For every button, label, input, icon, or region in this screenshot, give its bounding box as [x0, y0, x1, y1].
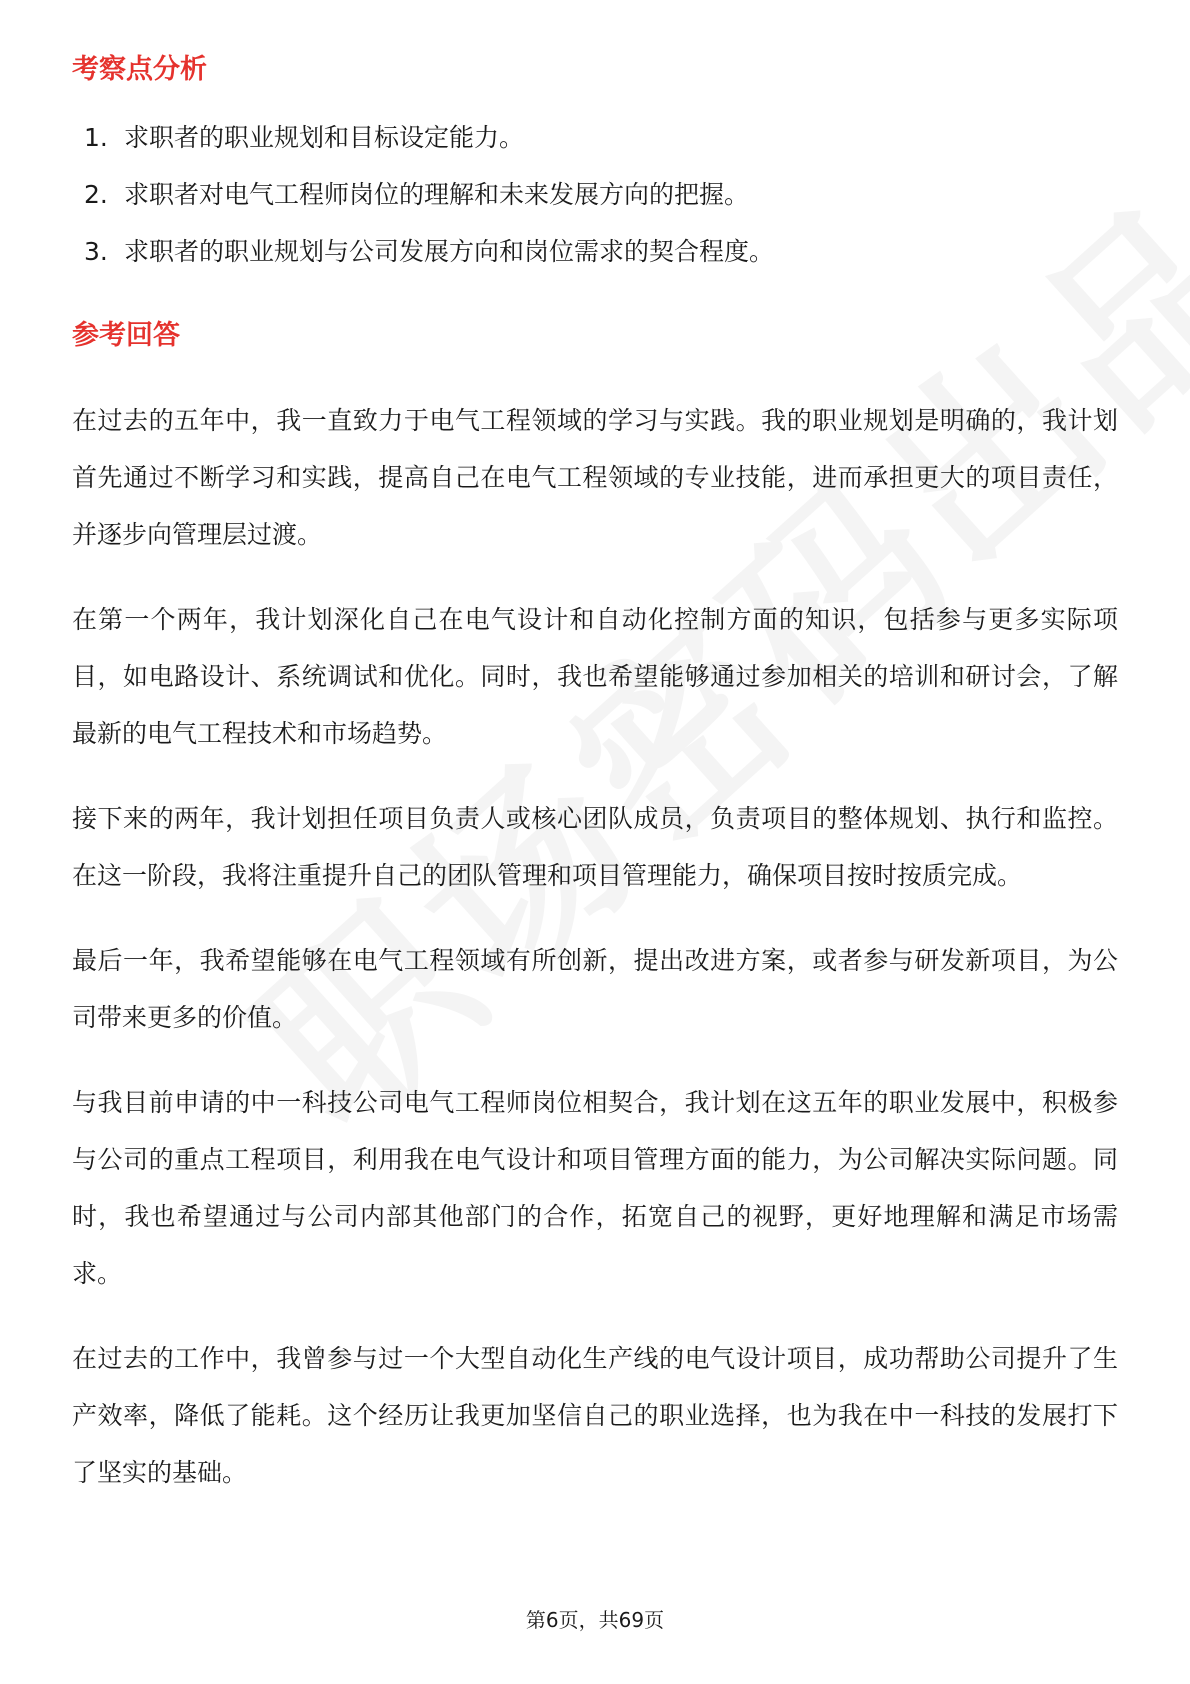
list-item-text: 求职者的职业规划与公司发展方向和岗位需求的契合程度。 — [124, 237, 775, 266]
answer-body — [72, 392, 1118, 1529]
list-item — [72, 234, 1122, 291]
answer-paragraph: 接下来的两年，我计划担任项目负责人或核心团队成员，负责项目的整体规划、执行和监控。在这一阶段，我将注重提升自己的团队管理和项目管理能力，确保项目按时按质完成。 — [72, 804, 1118, 890]
analysis-points-list — [72, 120, 1122, 291]
list-item-text: 求职者的职业规划和目标设定能力。 — [124, 123, 525, 152]
answer-paragraph: 在过去的五年中，我一直致力于电气工程领域的学习与实践。我的职业规划是明确的，我计划首先通过不断学习和实践，提高自己在电气工程领域的专业技能，进而承担更大的项目责任，并逐步向管理层过渡。 — [72, 406, 1118, 549]
answer-paragraph: 在第一个两年，我计划深化自己在电气设计和自动化控制方面的知识，包括参与更多实际项目，如电路设计、系统调试和优化。同时，我也希望能够通过参加相关的培训和研讨会，了解最新的电气工程技术和市场趋势。 — [72, 605, 1118, 748]
list-item-number: 1. — [84, 123, 108, 152]
answer-paragraph: 在过去的工作中，我曾参与过一个大型自动化生产线的电气设计项目，成功帮助公司提升了生产效率，降低了能耗。这个经历让我更加坚信自己的职业选择，也为我在中一科技的发展打下了坚实的基础。 — [72, 1344, 1118, 1487]
list-item — [72, 120, 1122, 177]
section-title-analysis: 考察点分析 — [72, 54, 207, 85]
list-item — [72, 177, 1122, 234]
section-title-answer: 参考回答 — [72, 320, 180, 351]
list-item-number: 2. — [84, 180, 108, 209]
answer-paragraph: 最后一年，我希望能够在电气工程领域有所创新，提出改进方案，或者参与研发新项目，为公司带来更多的价值。 — [72, 946, 1118, 1032]
list-item-text: 求职者对电气工程师岗位的理解和未来发展方向的把握。 — [124, 180, 750, 209]
answer-paragraph: 与我目前申请的中一科技公司电气工程师岗位相契合，我计划在这五年的职业发展中，积极参与公司的重点工程项目，利用我在电气设计和项目管理方面的能力，为公司解决实际问题。同时，我也希望通过与公司内部其他部门的合作，拓宽自己的视野，更好地理解和满足市场需求。 — [72, 1088, 1118, 1288]
page-number-footer: 第6页，共69页 — [525, 1608, 665, 1632]
list-item-number: 3. — [84, 237, 108, 266]
